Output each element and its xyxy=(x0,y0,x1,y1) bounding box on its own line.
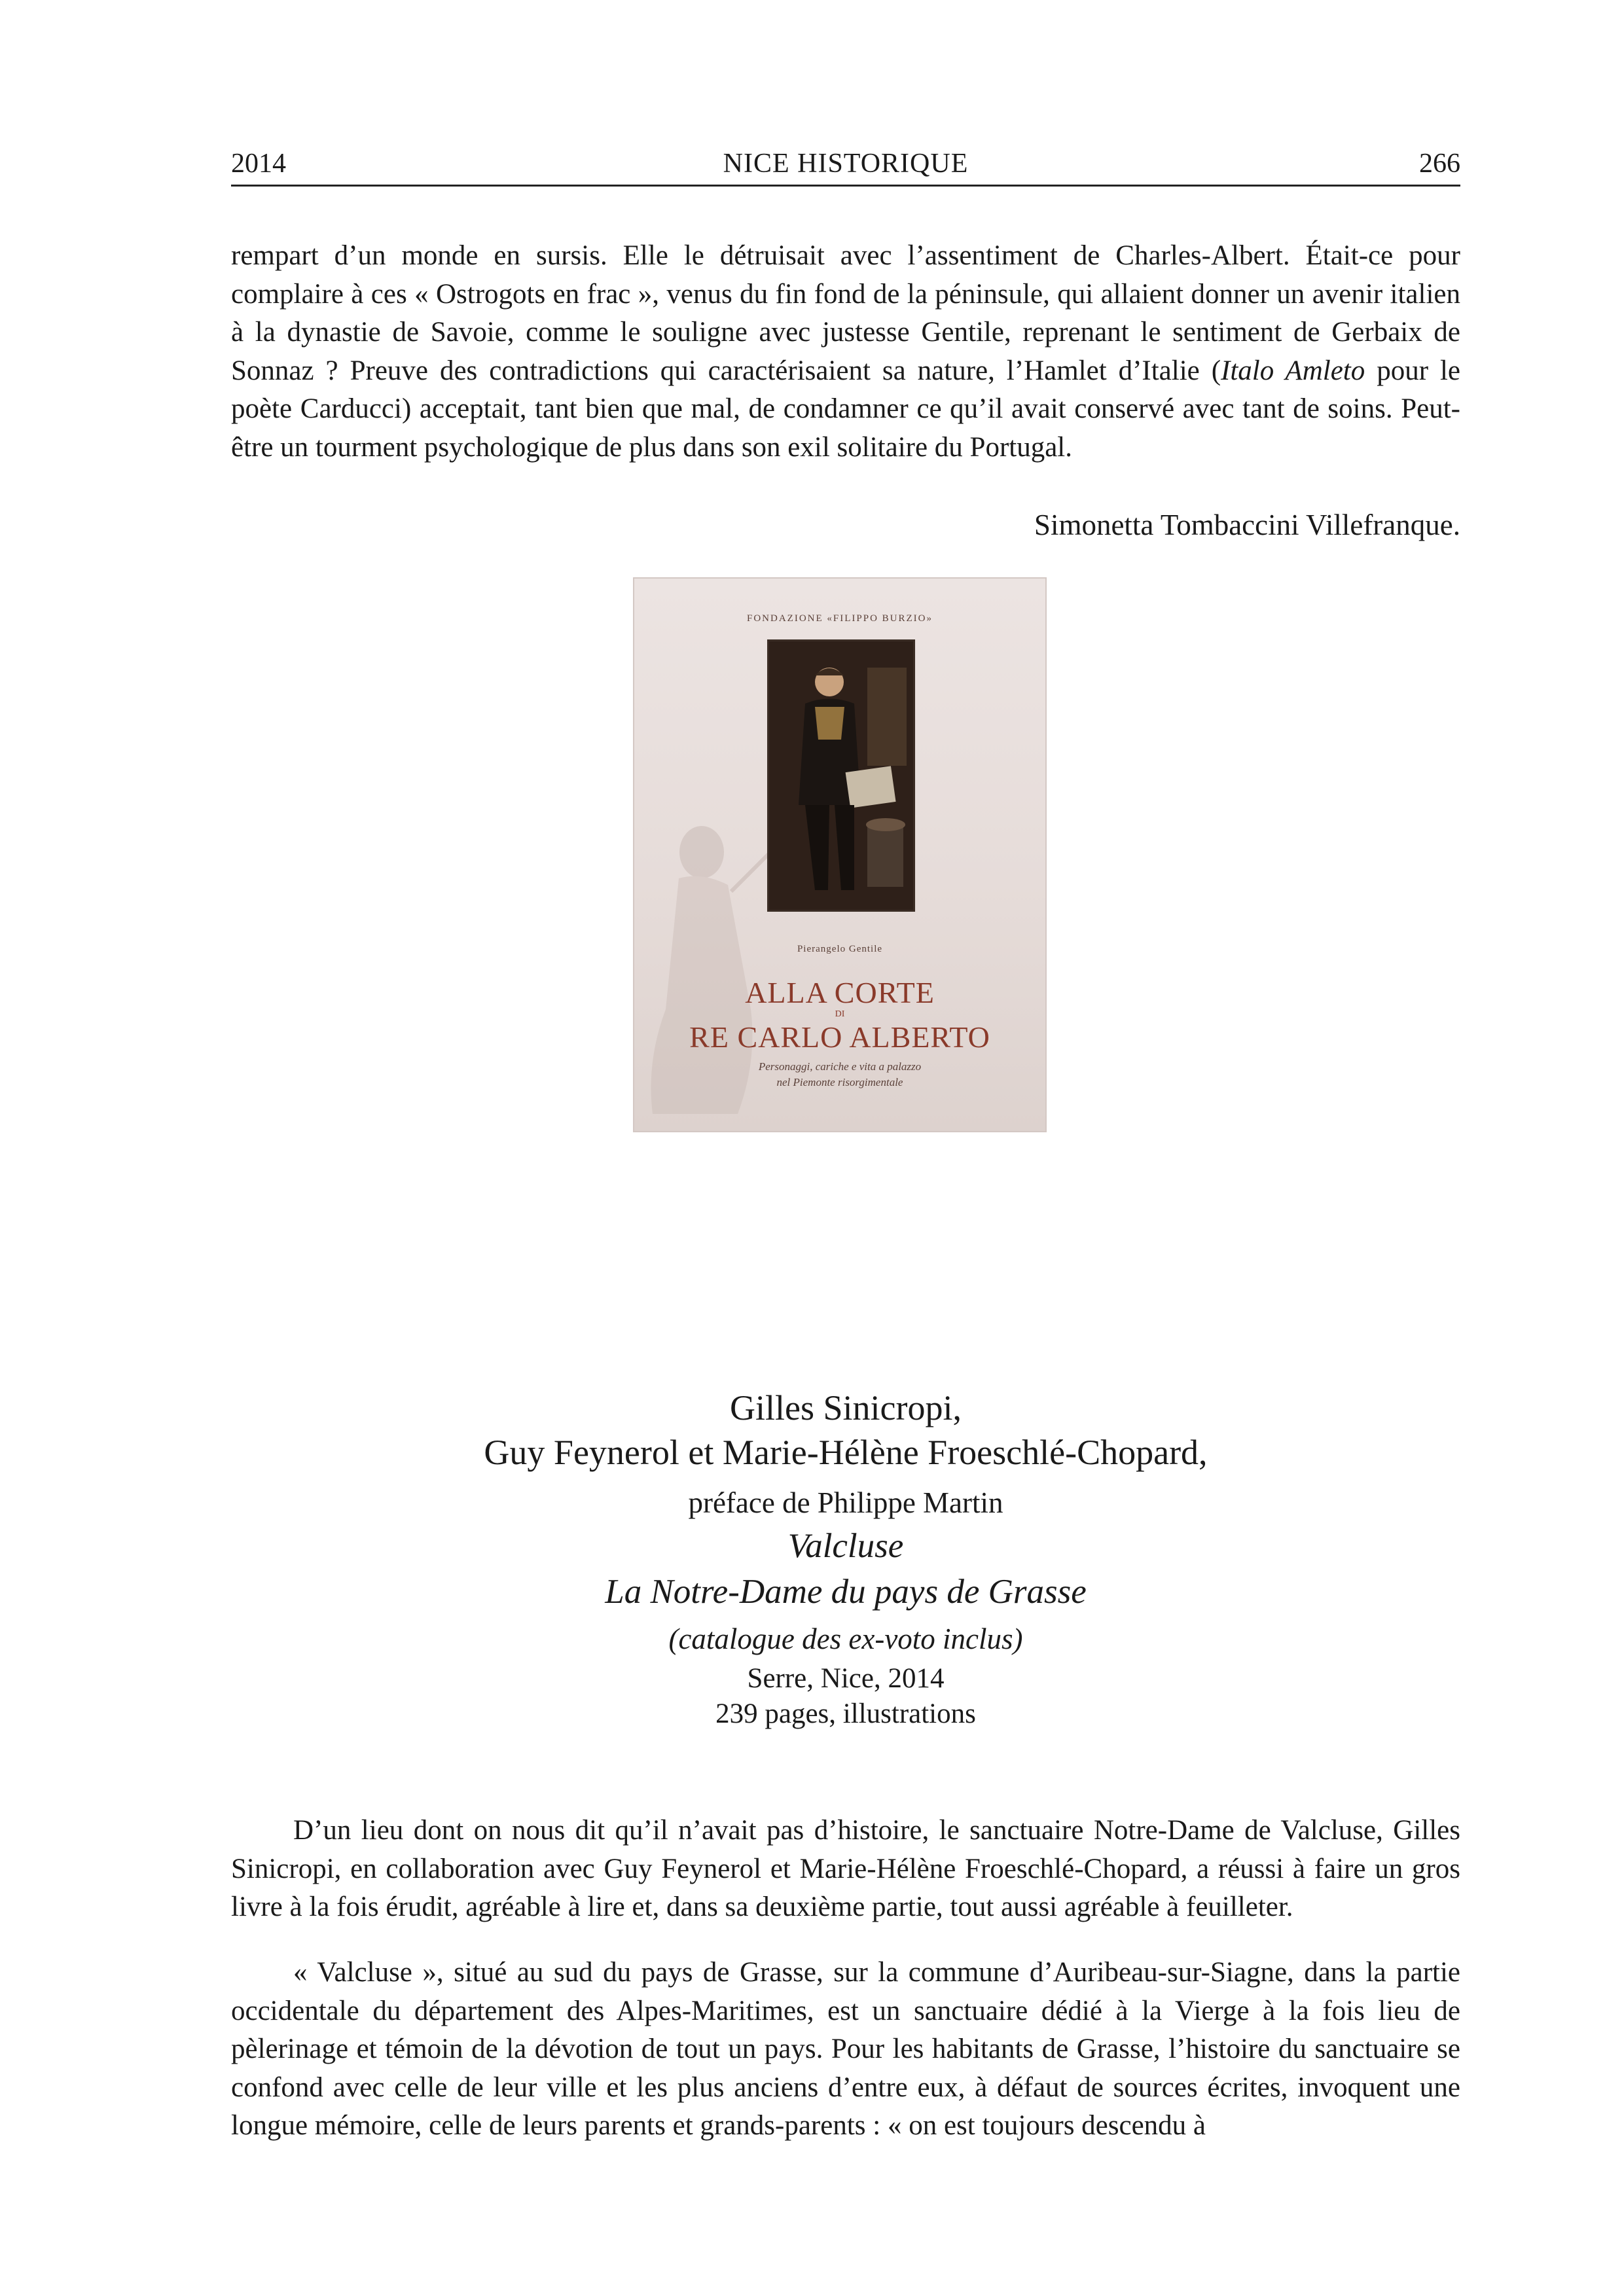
review-preface: préface de Philippe Martin xyxy=(688,1486,1003,1519)
review-pages: 239 pages, illustrations xyxy=(715,1698,976,1729)
review-authors-line1: Gilles Sinicropi, xyxy=(730,1388,962,1427)
cover-author: Pierangelo Gentile xyxy=(797,944,883,954)
cover-subtitle-line1: Personaggi, cariche e vita a palazzo xyxy=(758,1060,922,1073)
top-paragraph-part2: pour le poète Carducci) acceptait, tant bien que mal, de condamner ce qu’il avait conservé avec tant de soins. Peut-être un tourment psychologique de plus dans son exil solitaire du Portugal. xyxy=(231,355,1460,463)
review-publisher: Serre, Nice, 2014 xyxy=(747,1663,945,1694)
top-paragraph-part1: rempart d’un monde en sursis. Elle le détruisait avec l’assentiment de Charles-Albert. Était-ce pour complaire à ces « Ostrogots en frac », venus du fin fond de la péninsule, qui allaient donner un avenir italien à la dynastie de Savoie, comme le souligne avec justesse Gentile, reprenant le sentiment de Gerbaix de Sonnaz ? Preuve des contradictions qui caractérisaient sa nature, l’Hamlet d’Italie ( xyxy=(231,240,1460,386)
cover-portrait-painting xyxy=(769,641,913,910)
review-paragraph-1: D’un lieu dont on nous dit qu’il n’avait pas d’histoire, le sanctuaire Notre-Dame de Valcluse, Gilles Sinicropi, en collaboration avec Guy Feynerol et Marie-Hélène Froeschlé-Chopard, a réussi à faire un gros livre à la fois érudit, agréable à lire et, dans sa deuxième partie, tout aussi agréable à feuilleter. xyxy=(231,1815,1460,1922)
review-paragraph-2: « Valcluse », situé au sud du pays de Grasse, sur la commune d’Auribeau-sur-Siagne, dans la partie occidentale du département des Alpes-Maritimes, est un sanctuaire dédié à la Vierge à la fois lieu de pèlerinage et témoin de la dévotion de tout un pays. Pour les habitants de Grasse, l’histoire du sanctuaire se confond avec celle de leur ville et les plus anciens d’entre eux, à défaut de sources écrites, invoquent une longue mémoire, celle de leurs parents et grands-parents : « on est toujours descendu à xyxy=(231,1957,1460,2141)
review-book-title-line1: Valcluse xyxy=(787,1527,904,1565)
cover-title-di: DI xyxy=(835,1009,845,1019)
header-year: 2014 xyxy=(231,149,286,179)
review-book-title-line2: La Notre-Dame du pays de Grasse xyxy=(605,1573,1087,1611)
header-page-number: 266 xyxy=(1419,149,1460,179)
review-signature: Simonetta Tombaccini Villefranque. xyxy=(1034,509,1460,541)
top-paragraph xyxy=(231,237,1460,467)
cover-title-line1: ALLA CORTE xyxy=(745,976,935,1009)
cover-subtitle-line2: nel Piemonte risorgimentale xyxy=(776,1076,903,1088)
cover-foundation: FONDAZIONE «FILIPPO BURZIO» xyxy=(746,613,933,624)
header-journal-title: NICE HISTORIQUE xyxy=(723,149,969,179)
running-header xyxy=(231,145,1460,187)
review-authors-line2: Guy Feynerol et Marie-Hélène Froeschlé-Chopard, xyxy=(484,1433,1208,1472)
review-book-subtitle: (catalogue des ex-voto inclus) xyxy=(668,1623,1023,1655)
cover-title-line2: RE CARLO ALBERTO xyxy=(689,1020,990,1054)
top-paragraph-italic: Italo Amleto xyxy=(1221,355,1365,386)
book-cover-image xyxy=(633,577,1047,1132)
